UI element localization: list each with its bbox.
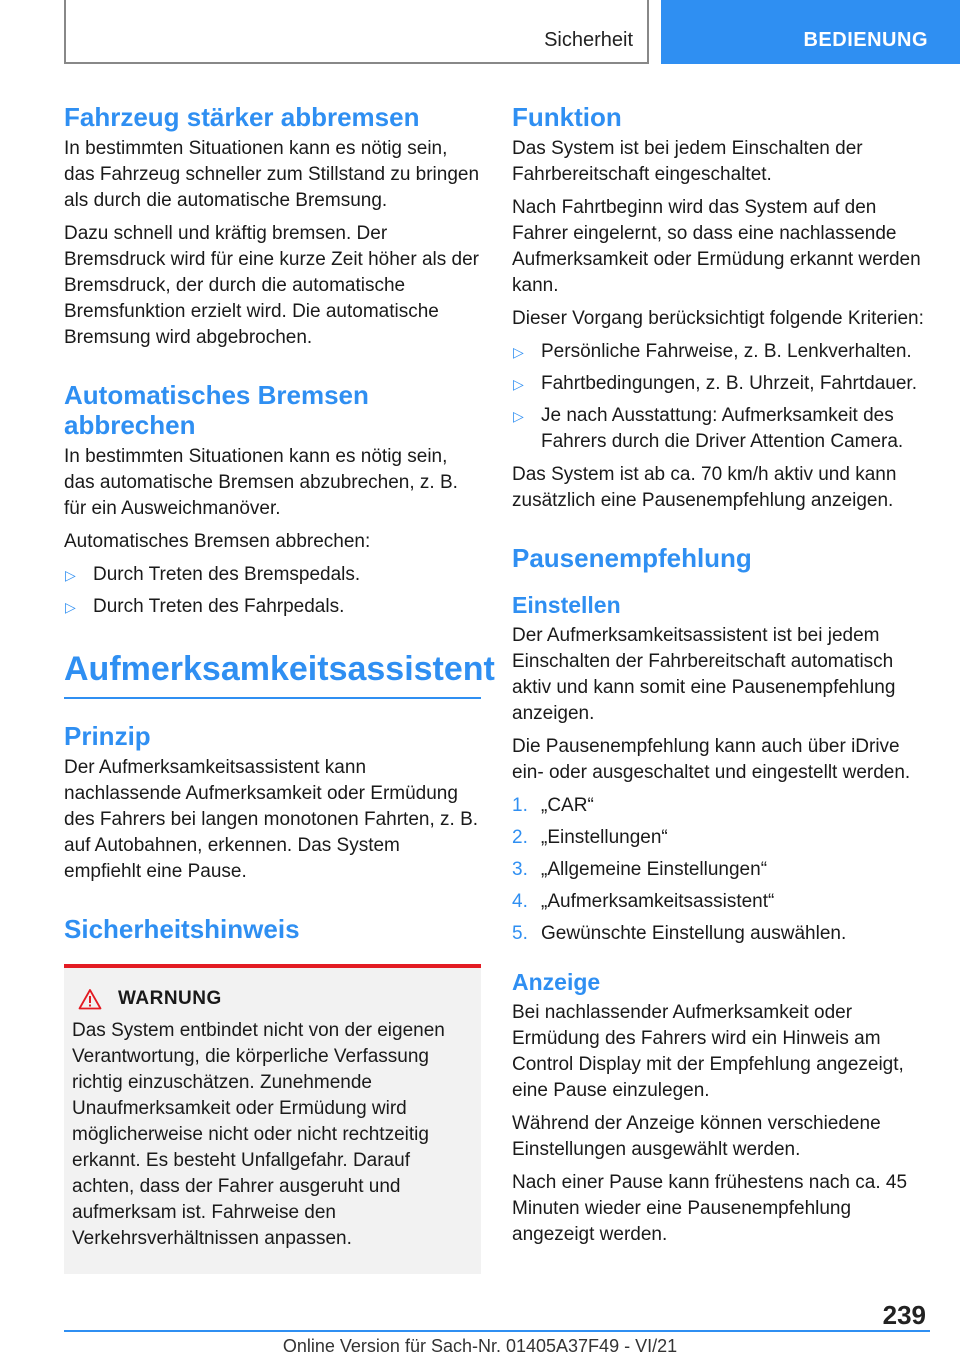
triangle-bullet-icon: ▷ — [513, 344, 524, 360]
warning-triangle-icon — [78, 988, 102, 1010]
warning-title: WARNUNG — [118, 988, 222, 1009]
page-number: 239 — [882, 1300, 926, 1330]
list-item: ▷ Je nach Ausstattung: Aufmerksamkeit des Fahrers durch die Driver Attention Camera. — [513, 405, 904, 452]
warning-header — [72, 988, 471, 1010]
heading-abort-braking: Automatisches Bremsen abbrechen — [64, 380, 369, 440]
warning-box — [64, 964, 481, 1274]
list-item: 5. Gewünschte Einstellung auswählen. — [512, 923, 847, 944]
triangle-bullet-icon: ▷ — [65, 567, 76, 583]
settings-steps — [512, 793, 930, 947]
main-heading-attention-assistant: Aufmerksamkeitsassistent — [64, 649, 481, 699]
paragraph: Automatisches Bremsen abbrechen: — [64, 531, 371, 552]
header-chapter-tab — [661, 0, 960, 64]
criteria-list — [512, 339, 930, 455]
right-column — [512, 102, 930, 1255]
paragraph: Das System ist ab ca. 70 km/h aktiv und kann zusätzlich eine Pausenempfehlung anzeigen. — [512, 464, 897, 511]
list-item: 3. „Allgemeine Einstellungen“ — [512, 859, 768, 880]
heading-settings: Einstellen — [512, 592, 621, 618]
list-item: ▷ Fahrtbedingungen, z. B. Uhrzeit, Fahrtdauer. — [512, 371, 930, 397]
paragraph: Der Aufmerksamkeitsassistent ist bei jedem Einschalten der Fahrbereitschaft automatisch aktiv und kann somit eine Pausenempfehlung anzeigen. — [512, 625, 896, 724]
abort-list — [64, 562, 481, 620]
header-section-box — [64, 0, 649, 64]
paragraph: Während der Anzeige können verschiedene Einstellungen ausgewählt werden. — [512, 1113, 881, 1160]
header-chapter-title: BEDIENUNG — [803, 29, 928, 51]
footer-divider — [64, 1330, 930, 1332]
triangle-bullet-icon: ▷ — [65, 599, 76, 615]
list-item: 4. „Aufmerksamkeitsassistent“ — [512, 891, 775, 912]
list-item: ▷ Durch Treten des Bremspedals. — [64, 562, 481, 588]
heading-display: Anzeige — [512, 969, 601, 995]
triangle-bullet-icon: ▷ — [513, 408, 524, 424]
paragraph: In bestimmten Situationen kann es nötig sein, das Fahrzeug schneller zum Stillstand zu bringen als durch die automatische Bremsung. — [64, 138, 480, 211]
paragraph: Bei nachlassender Aufmerksamkeit oder Ermüdung des Fahrers wird ein Hinweis am Control Display mit der Empfehlung angezeigt, eine Pause einzulegen. — [512, 1002, 904, 1101]
list-item: 2. „Einstellungen“ — [512, 827, 668, 848]
heading-principle: Prinzip — [64, 721, 151, 751]
paragraph: Nach einer Pause kann frühestens nach ca. 45 Minuten wieder eine Pausenempfehlung angezeigt werden. — [512, 1172, 908, 1245]
left-column — [64, 102, 495, 1274]
heading-safety-note: Sicherheitshinweis — [64, 914, 300, 944]
heading-pause-recommendation: Pausenempfehlung — [512, 543, 752, 573]
paragraph: Der Aufmerksamkeitsassistent kann nachlassende Aufmerksamkeit oder Ermüdung des Fahrers bei langen monotonen Fahrten, z. B. auf Autobahnen, erkennen. Das System empfiehlt eine Pause. — [64, 757, 479, 882]
paragraph: In bestimmten Situationen kann es nötig sein, das automatische Bremsen abzubrechen, z. B. für ein Ausweichmanöver. — [64, 446, 458, 519]
header-section-title: Sicherheit — [544, 29, 633, 51]
list-item: ▷ Durch Treten des Fahrpedals. — [64, 594, 481, 620]
heading-brake-harder: Fahrzeug stärker abbremsen — [64, 102, 420, 132]
footer-text: Online Version für Sach-Nr. 01405A37F49 - VI/21 — [282, 1336, 678, 1356]
list-item: 1. „CAR“ — [512, 795, 594, 816]
heading-function: Funktion — [512, 102, 622, 132]
paragraph: Dieser Vorgang berücksichtigt folgende Kriterien: — [512, 308, 924, 329]
paragraph: Die Pausenempfehlung kann auch über iDrive ein- oder ausgeschaltet und eingestellt werden. — [512, 736, 911, 783]
list-item: ▷ Persönliche Fahrweise, z. B. Lenkverhalten. — [512, 339, 930, 365]
triangle-bullet-icon: ▷ — [513, 376, 524, 392]
warning-text: Das System entbindet nicht von der eigenen Verantwortung, die körperliche Verfassung richtig einzuschätzen. Zunehmende Unaufmerksamkeit oder Ermüdung wird möglicherweise nicht oder nicht rechtzeitig erkannt. Es besteht Unfallgefahr. Darauf achten, dass der Fahrer ausgeruht und aufmerksam ist. Fahrweise den Verkehrsverhältnissen anpassen. — [72, 1020, 445, 1249]
paragraph: Das System ist bei jedem Einschalten der Fahrbereitschaft eingeschaltet. — [512, 138, 863, 185]
paragraph: Dazu schnell und kräftig bremsen. Der Bremsdruck wird für eine kurze Zeit höher als der Bremsdruck, der durch die automatische Bremsfunktion erzielt wird. Die automatische Bremsung wird abgebrochen. — [64, 223, 479, 348]
paragraph: Nach Fahrtbeginn wird das System auf den Fahrer eingelernt, so dass eine nachlassende Aufmerksamkeit oder Ermüdung erkannt werden kann. — [512, 197, 921, 296]
